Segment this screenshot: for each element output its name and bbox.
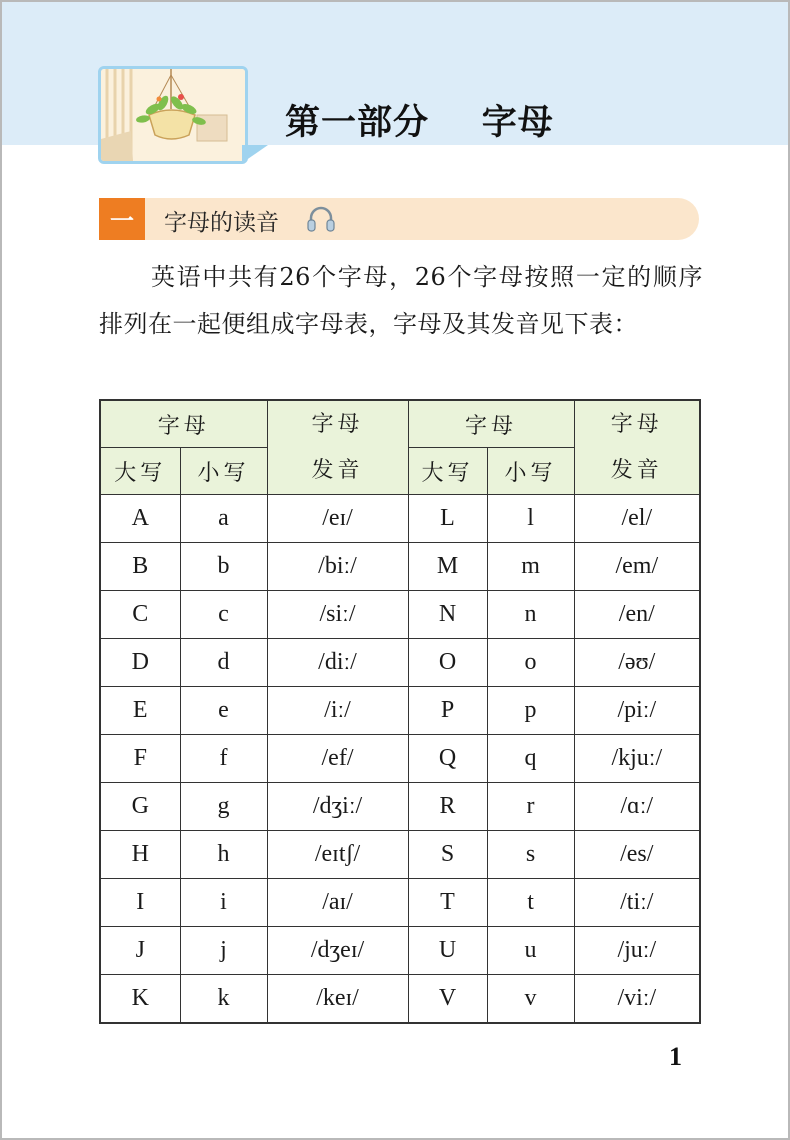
cell-uppercase-left: G bbox=[100, 783, 180, 831]
table-row bbox=[100, 495, 700, 543]
cell-lowercase-left: d bbox=[180, 639, 267, 687]
hanging-plant-illustration bbox=[98, 66, 248, 164]
cell-pronunciation-right: /en/ bbox=[574, 591, 700, 639]
cell-lowercase-left: j bbox=[180, 927, 267, 975]
cell-uppercase-left: H bbox=[100, 831, 180, 879]
part-title: 第一部分 字母 bbox=[285, 103, 554, 143]
cell-lowercase-left: k bbox=[180, 975, 267, 1024]
cell-pronunciation-left: /iː/ bbox=[267, 687, 408, 735]
cell-lowercase-right: l bbox=[487, 495, 574, 543]
cell-pronunciation-right: /em/ bbox=[574, 543, 700, 591]
cell-pronunciation-right: /kjuː/ bbox=[574, 735, 700, 783]
table-row bbox=[100, 879, 700, 927]
header-letter-group-right: 字母 bbox=[408, 400, 574, 448]
cell-uppercase-right: L bbox=[408, 495, 487, 543]
cell-lowercase-right: u bbox=[487, 927, 574, 975]
cell-pronunciation-right: /el/ bbox=[574, 495, 700, 543]
header-pronunciation-right bbox=[574, 400, 700, 495]
cell-uppercase-right: Q bbox=[408, 735, 487, 783]
headphone-icon[interactable] bbox=[305, 203, 337, 235]
cell-uppercase-left: K bbox=[100, 975, 180, 1024]
cell-pronunciation-right: /es/ bbox=[574, 831, 700, 879]
cell-uppercase-right: P bbox=[408, 687, 487, 735]
cell-pronunciation-left: /eɪtʃ/ bbox=[267, 831, 408, 879]
cell-uppercase-right: M bbox=[408, 543, 487, 591]
cell-uppercase-right: O bbox=[408, 639, 487, 687]
cell-uppercase-right: T bbox=[408, 879, 487, 927]
cell-uppercase-left: F bbox=[100, 735, 180, 783]
cell-lowercase-left: e bbox=[180, 687, 267, 735]
cell-pronunciation-right: /ɑː/ bbox=[574, 783, 700, 831]
cell-lowercase-right: o bbox=[487, 639, 574, 687]
table-row bbox=[100, 783, 700, 831]
header-letter-group-left: 字母 bbox=[100, 400, 267, 448]
cell-lowercase-left: f bbox=[180, 735, 267, 783]
cell-lowercase-right: t bbox=[487, 879, 574, 927]
cell-lowercase-left: a bbox=[180, 495, 267, 543]
cell-lowercase-right: m bbox=[487, 543, 574, 591]
cell-pronunciation-left: /keɪ/ bbox=[267, 975, 408, 1024]
cell-pronunciation-right: /tiː/ bbox=[574, 879, 700, 927]
table-row bbox=[100, 639, 700, 687]
section-heading-bar bbox=[99, 198, 699, 240]
table-row bbox=[100, 927, 700, 975]
cell-lowercase-left: b bbox=[180, 543, 267, 591]
cell-pronunciation-left: /dʒeɪ/ bbox=[267, 927, 408, 975]
cell-uppercase-right: N bbox=[408, 591, 487, 639]
table-row bbox=[100, 543, 700, 591]
page-number: 1 bbox=[669, 1042, 682, 1071]
table-row bbox=[100, 735, 700, 783]
cell-lowercase-left: g bbox=[180, 783, 267, 831]
table-header-row bbox=[100, 400, 700, 448]
cell-uppercase-left: C bbox=[100, 591, 180, 639]
cell-uppercase-left: E bbox=[100, 687, 180, 735]
cell-lowercase-right: n bbox=[487, 591, 574, 639]
table-row bbox=[100, 831, 700, 879]
cell-pronunciation-right: /əʊ/ bbox=[574, 639, 700, 687]
section-number: 一 bbox=[110, 207, 134, 235]
cell-uppercase-left: I bbox=[100, 879, 180, 927]
section-title: 字母的读音 bbox=[164, 210, 279, 236]
cell-lowercase-left: h bbox=[180, 831, 267, 879]
cell-lowercase-right: r bbox=[487, 783, 574, 831]
cell-pronunciation-left: /ef/ bbox=[267, 735, 408, 783]
cell-uppercase-left: B bbox=[100, 543, 180, 591]
cell-uppercase-left: A bbox=[100, 495, 180, 543]
cell-pronunciation-left: /dʒiː/ bbox=[267, 783, 408, 831]
table-row bbox=[100, 975, 700, 1024]
cell-uppercase-left: D bbox=[100, 639, 180, 687]
cell-lowercase-right: v bbox=[487, 975, 574, 1024]
cell-uppercase-right: S bbox=[408, 831, 487, 879]
header-uppercase-left: 大写 bbox=[100, 448, 180, 495]
cell-uppercase-left: J bbox=[100, 927, 180, 975]
header-lowercase-left: 小写 bbox=[180, 448, 267, 495]
cell-lowercase-left: c bbox=[180, 591, 267, 639]
header-lowercase-right: 小写 bbox=[487, 448, 574, 495]
header-pronunciation-left-text: 字母发音 bbox=[311, 411, 364, 483]
cell-pronunciation-left: /aɪ/ bbox=[267, 879, 408, 927]
cell-pronunciation-left: /diː/ bbox=[267, 639, 408, 687]
cell-pronunciation-left: /siː/ bbox=[267, 591, 408, 639]
cell-lowercase-right: p bbox=[487, 687, 574, 735]
section-number-box bbox=[99, 198, 145, 240]
cell-lowercase-right: s bbox=[487, 831, 574, 879]
intro-paragraph: 英语中共有26个字母，26个字母按照一定的顺序排列在一起便组成字母表，字母及其发音见下表： bbox=[99, 263, 703, 338]
cell-uppercase-right: R bbox=[408, 783, 487, 831]
illustration-tab-corner bbox=[242, 145, 268, 163]
cell-pronunciation-right: /piː/ bbox=[574, 687, 700, 735]
cell-lowercase-right: q bbox=[487, 735, 574, 783]
header-pronunciation-left bbox=[267, 400, 408, 495]
header-uppercase-right: 大写 bbox=[408, 448, 487, 495]
cell-pronunciation-right: /juː/ bbox=[574, 927, 700, 975]
cell-uppercase-right: U bbox=[408, 927, 487, 975]
cell-pronunciation-right: /viː/ bbox=[574, 975, 700, 1024]
table-row bbox=[100, 591, 700, 639]
cell-lowercase-left: i bbox=[180, 879, 267, 927]
header-pronunciation-right-text: 字母发音 bbox=[610, 411, 663, 483]
cell-pronunciation-left: /eɪ/ bbox=[267, 495, 408, 543]
table-row bbox=[100, 687, 700, 735]
alphabet-table bbox=[99, 399, 701, 1024]
cell-pronunciation-left: /biː/ bbox=[267, 543, 408, 591]
cell-uppercase-right: V bbox=[408, 975, 487, 1024]
